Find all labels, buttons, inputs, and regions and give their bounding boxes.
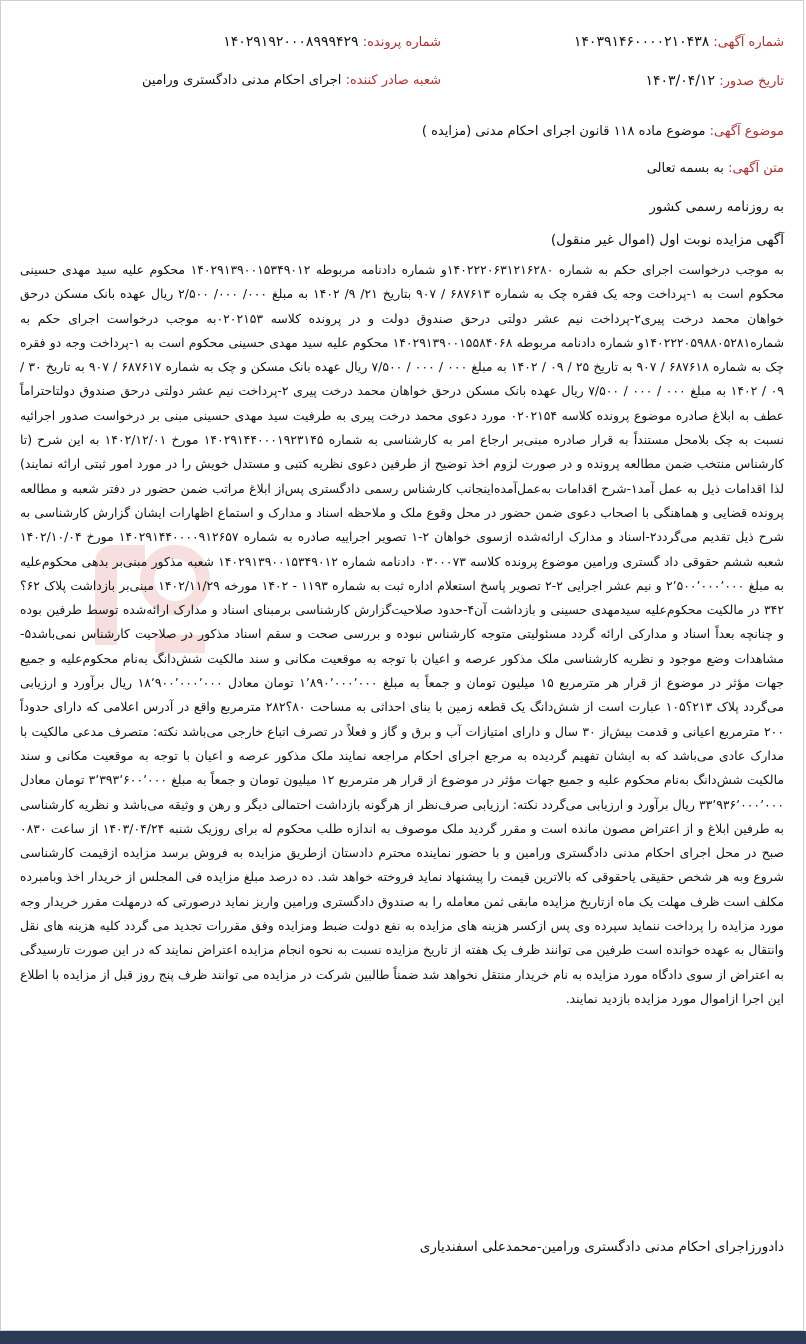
issuer-label: شعبه صادر کننده: — [345, 73, 441, 88]
ad-number-value: ۱۴۰۳۹۱۴۶۰۰۰۰۲۱۰۴۳۸ — [573, 34, 710, 50]
issue-date-label: تاریخ صدور: — [719, 74, 784, 89]
body-paragraph: به موجب درخواست اجرای حکم به شماره ۱۴۰۲۲۲۰۶۳۱۲۱۶۲۸۰و شماره دادنامه مربوطه ۱۴۰۲۹۱۳۹۰۰۱۵۳۴۹۰۱۲ محکوم علیه سید مهدی حسینی محکوم است به ۱-پرداخت وجه یک فقره چک به شماره ۶۸۷۶۱۳ / ۹۰۷ بتاریخ ۲۱/ ۹/ ۱۴۰۲ به مبلغ ۰۰۰/ ۰۰۰/ ۲/۵۰۰ ریال عهده بانک مسکن درحق خواهان محمد درخت پیری۲-پرداخت نیم عشر دولتی درحق صندوق دولت و در پرونده کلاسه ۰۲۰۲۱۵۳به موجب درخواست اجرای حکم به شماره۱۴۰۲۲۲۰۵۹۸۸۰۵۲۸۱و شماره دادنامه مربوطه ۱۴۰۲۹۱۳۹۰۰۱۵۵۸۴۰۶۸ محکوم علیه سید مهدی حسینی محکوم است به ۱-پرداخت وجه دو فقره چک به شماره ۶۸۷۶۱۸ / ۹۰۷ به تاریخ ۲۵ / ۰۹ / ۱۴۰۲ به مبلغ ۰۰۰ / ۰۰۰ / ۷/۵۰۰ ریال عهده بانک مسکن و چک به شماره ۶۸۷۶۱۷ / ۹۰۷ به تاریخ ۳۰ / ۰۹ / ۱۴۰۲ به مبلغ ۰۰۰ / ۰۰۰ / ۷/۵۰۰ ریال عهده بانک مسکن درحق خواهان محمد درخت پیری ۲-پرداخت نیم عشر دولتی درحق صندوق دولتاحتراماً عطف به ابلاغ صادره موضوع پرونده کلاسه ۰۲۰۲۱۵۴ مورد دعوی محمد درخت پیری به طرفیت سید مهدی حسینی مبنی بر درخواست صدور اجرائیه نسبت به چک بلامحل مستنداً به قرار صادره مبنی‌بر ارجاع امر به کارشناسی به شماره ۱۴۰۲۹۱۴۴۰۰۰۱۹۲۳۱۴۵ مورخ ۱۴۰۲/۱۲/۰۱ به این شرح (تا کارشناس منتخب ضمن مطالعه پرونده و در صورت لزوم اخذ توضیح از طرفین دعوی نظریه کتبی و مستدل خویش را در مورد امور ثبتی ارائه نمایند) لذا اقدامات ذیل به عمل آمد۱-شرح اقدامات به‌عمل‌آمده‌اینجانب کارشناس رسمی دادگستری پس‌از ابلاغ مراتب ضمن حضور در دفتر شعبه و مطالعه پرونده قضایی و هماهنگی با اصحاب دعوی ضمن حضور در محل وقوع ملک و ملاحظه اسناد و مدارک و استماع اظهارات ایشان گزارش کارشناسی به شرح ذیل تقدیم می‌گردد۲-اسناد و مدارک ارائه‌شده ازسوی خواهان ۲-۱ تصویر اجراییه صادره به شماره ۱۴۰۲۹۱۴۴۰۰۰۰۹۱۲۶۵۷ مورخ ۱۴۰۲/۱۰/۰۴ شعبه ششم حقوقی داد گستری ورامین موضوع پرونده کلاسه ۰۳۰۰۰۷۳ دادنامه شماره ۱۴۰۲۹۱۳۹۰۰۱۵۳۴۹۰۱۲ شعبه مذکور مبنی‌بر بدهی محکوم‌علیه به مبلغ ۲٬۵۰۰٬۰۰۰٬۰۰۰ و نیم عشر اجرایی ۲-۲ تصویر پاسخ استعلام اداره ثبت به شماره ۱۱۹۳ - ۱۴۰۲ مورخه ۱۴۰۲/۱۱/۲۹ مبنی‌بر بازداشت پلاک ۶۲؟ ۳۴۲ در مالکیت محکوم‌علیه سیدمهدی حسینی و بازداشت آن۴-حدود صلاحیت‌گزارش کارشناسی برمبنای اسناد و مدارک ارائه‌شده توسط طرفین بوده و چنانچه بعداً اسناد و مدارکی ارائه گردد مسئولیتی متوجه کارشناس نبوده و بررسی صحت و سقم اسناد مذکور در صلاحیت کارشناس نمی‌باشد۵-مشاهدات وضع موجود و نظریه کارشناسی ملک مذکور عرصه و اعیان با توجه به موقعیت مکانی و سند مالکیت شش‌دانگ به‌نام محکوم‌علیه و جمیع جهات مؤثر در موضوع از قرار هر مترمربع ۱۵ میلیون تومان و جمعاً به مبلغ ۱٬۸۹۰٬۰۰۰٬۰۰۰ تومان معادل ۱۸٬۹۰۰٬۰۰۰٬۰۰۰ ریال برآورد و ارزیابی می‌گردد پلاک ۲۱۳؟۱۰۵ عبارت است از شش‌دانگ یک قطعه زمین با بنای احداثی به مساحت ۸۰؟۲۸۲ مترمربع واقع در آدرس اعلامی که دارای حدوداً ۲۰۰ مترمربع اعیانی و قدمت بیش‌از ۳۰ سال و دارای امتیازات آب و برق و گاز و فعلاً در تصرف اتباع خارجی می‌باشد نکته: متصرف مدعی مالکیت با مدارک عادی می‌باشد که به ایشان تفهیم گردیده به مرجع اجرای احکام مراجعه نمایند ملک مذکور عرصه و اعیان با توجه به موقعیت مکانی و سند مالکیت شش‌دانگ به‌نام محکوم علیه و جمیع جهات مؤثر در موضوع از قرار هر مترمربع ۱۲ میلیون تومان و جمعاً به مبلغ ۳٬۳۹۳٬۶۰۰٬۰۰۰ تومان معادل ۳۳٬۹۳۶٬۰۰۰٬۰۰۰ ریال برآورد و ارزیابی می‌گردد نکته: ارزیابی صرف‌نظر از هرگونه بازداشت احتمالی دیگر و رهن و وثیقه می‌باشد و نظریه کارشناسی به طرفین ابلاغ و از اعتراض مصون مانده است و مقرر گردید ملک موصوف به اندازه طلب محکوم له برای روزیک شنبه ۱۴۰۳/۰۴/۲۴ از ساعت ۰۸۳۰ صبح در محل اجرای احکام مدنی دادگستری ورامین و با حضور نماینده محترم دادستان ازطریق مزایده به فروش برسد مزایده ازقیمت کارشناسی شروع وبه هر شخص حقیقی یاحقوقی که بالاترین قیمت را پیشنهاد نماید فروخته خواهد شد. ده درصد مبلغ مزایده فی المجلس از خریدار اخذ وبامبرده مکلف است ظرف مهلت یک ماه ازتاریخ مزایده مابقی ثمن معامله را به صندوق دادگستری ورامین واریز نماید درصورتی که درمهلت مقرر خریدار وجه مورد مزایده را پرداخت ننماید سپرده وی پس ازکسر هزینه های مزایده به نفع دولت ضبط ومزایده وفق مقررات تجدید می گردد کلیه هزینه های نقل وانتقال به عهده خوانده است طرفین می توانند ظرف یک هفته از تاریخ مزایده نسبت به نحوه انجام مزایده اعتراض نمایند که در این صورت تارسیدگی به اعتراض از سوی دادگاه مورد مزایده به نام خریدار منتقل نخواهد شد ضمناً طالبین شرکت در مزایده می توانند ظرف پنج روز قبل از مزایده با اطلاع این اجرا ازاموال مورد مزایده بازدید نمایند. — [19, 262, 785, 1006]
issue-date-row — [645, 73, 784, 89]
case-number-value: ۱۴۰۲۹۱۹۲۰۰۰۸۹۹۹۴۲۹ — [223, 34, 359, 50]
bottom-bar — [0, 1331, 806, 1344]
case-number-label: شماره پرونده: — [362, 35, 441, 50]
issuer-value: اجرای احکام مدنی دادگستری ورامین — [142, 73, 342, 88]
announcement-body — [20, 258, 784, 1011]
subject-value: موضوع ماده ۱۱۸ قانون اجرای احکام مدنی (مزایده ) — [421, 124, 706, 139]
subject-row — [422, 124, 784, 139]
ad-number-label: شماره آگهی: — [713, 35, 784, 50]
recipient-line: به روزنامه رسمی کشور — [649, 199, 784, 215]
case-number-row — [223, 34, 441, 50]
text-header-value: به بسمه تعالی — [646, 161, 724, 176]
subject-label: موضوع آگهی: — [709, 124, 784, 139]
issuer-row — [142, 73, 441, 88]
text-header-label: متن آگهی: — [728, 161, 784, 176]
text-header-row — [647, 161, 784, 176]
ad-number-row — [574, 34, 784, 50]
announcement-title: آگهی مزایده نوبت اول (اموال غیر منقول) — [550, 232, 784, 248]
signature-line: دادورزاجرای احکام مدنی دادگستری ورامین-محمدعلی اسفندیاری — [419, 1239, 784, 1255]
issue-date-value: ۱۴۰۳/۰۴/۱۲ — [645, 73, 716, 89]
